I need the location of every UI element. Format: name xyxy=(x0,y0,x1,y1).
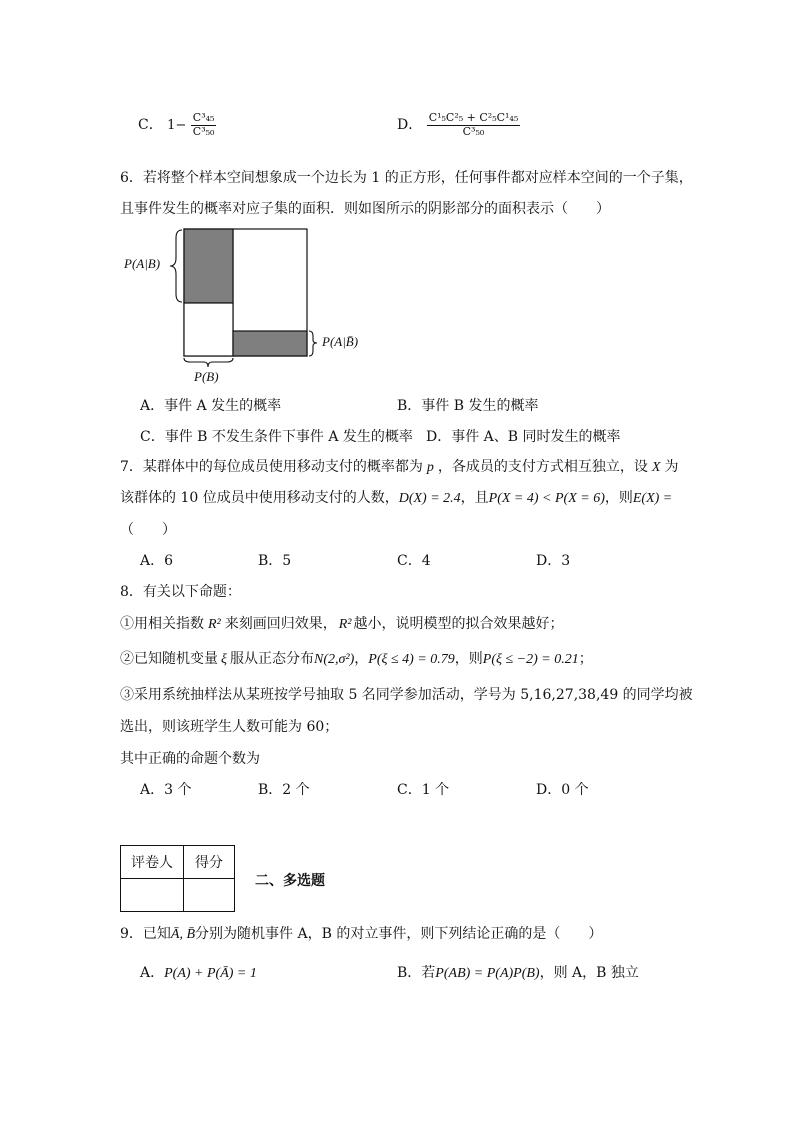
q8-option-b: B．2 个 xyxy=(258,782,310,798)
q7-option-c: C．4 xyxy=(397,553,431,569)
q7-text-1c: 为 xyxy=(664,459,679,475)
q8-prob-2: P(ξ ≤ −2) = 0.21 xyxy=(482,652,579,667)
q7-var-p: p xyxy=(426,460,434,475)
q9-text-b: 分别为随机事件 A，B 的对立事件，则下列结论正确的是（ ） xyxy=(195,926,603,942)
grader-cell xyxy=(121,879,184,912)
q5-option-d-numerator: C¹₅C²₅ + C²₅C¹₄₅ xyxy=(428,111,519,124)
label-p-a-given-not-b: P(A|B̄) xyxy=(322,334,359,349)
q8-xi: ξ xyxy=(221,652,227,667)
q8-r2-second: R² xyxy=(338,617,352,632)
q9-option-b-formula: P(AB) = P(A)P(B) xyxy=(435,966,540,981)
q7-text-1b: ，各成员的支付方式相互独立，设 xyxy=(437,459,648,475)
q6-option-a: A．事件 A 发生的概率 xyxy=(140,398,282,414)
q8-statement-3-line1: ③采用系统抽样法从某班按学号抽取 5 名同学参加活动，学号为 5,16,27,38,49 的同学均被 xyxy=(120,687,693,703)
q8-s2-text-a: ②已知随机变量 xyxy=(120,651,218,667)
q8-s1-text-b: 来刻画回归效果， xyxy=(224,616,337,632)
q8-r2: R² xyxy=(208,617,221,632)
q7-text-2c: ，则 xyxy=(604,490,633,506)
label-p-a-given-b: P(A|B) xyxy=(124,256,161,271)
q7-inequality: P(X = 4) < P(X = 6) xyxy=(488,491,605,506)
q7-option-d: D．3 xyxy=(536,553,571,569)
q5-option-c-denominator: C³₅₀ xyxy=(192,124,215,138)
q9-option-b xyxy=(397,962,639,982)
q7-line1 xyxy=(120,456,678,476)
q7-text-1a: 7．某群体中的每位成员使用移动支付的概率都为 xyxy=(120,459,423,475)
q8-statement-2 xyxy=(120,648,593,668)
q5-option-c-fraction xyxy=(191,112,217,138)
q8-question: 其中正确的命题个数为 xyxy=(120,751,260,767)
score-header: 得分 xyxy=(184,846,235,879)
q7-text-2b: ，且 xyxy=(460,490,489,506)
brace-right xyxy=(309,331,317,356)
q9-text-a: 9．已知 xyxy=(120,926,171,942)
q8-s2-text-e: ； xyxy=(578,651,593,667)
q8-s1-text-c: 越小，说明模型的拟合效果越好； xyxy=(353,616,564,632)
q8-normal-dist: N(2,σ²) xyxy=(314,652,355,667)
q9-option-b-tail: ，则 A，B 独立 xyxy=(539,965,639,981)
q8-line1: 8．有关以下命题： xyxy=(120,584,241,600)
q6-line2: 且事件发生的概率对应子集的面积．则如图所示的阴影部分的面积表示（ ） xyxy=(120,201,610,217)
score-cell xyxy=(184,879,235,912)
q8-option-a: A．3 个 xyxy=(140,782,192,798)
q8-s2-text-b: 服从正态分布 xyxy=(230,651,314,667)
grader-header: 评卷人 xyxy=(121,846,184,879)
shaded-region-a-given-not-b xyxy=(233,331,307,356)
q9-option-a-formula: P(A) + P(Ā) = 1 xyxy=(164,966,257,981)
q6-option-d: D．事件 A、B 同时发生的概率 xyxy=(426,429,621,445)
label-p-b: P(B) xyxy=(194,369,219,384)
q7-option-b: B．5 xyxy=(258,553,292,569)
q9-option-a-label: A． xyxy=(140,965,165,981)
q7-line2 xyxy=(120,487,672,507)
q5-option-c-numerator: C³₄₅ xyxy=(192,111,215,124)
q8-s1-text-a: ①用相关指数 xyxy=(120,616,204,632)
shaded-region-a-given-b xyxy=(184,229,233,303)
brace-bottom xyxy=(184,358,233,367)
q9-complements: Ā, B̄ xyxy=(170,927,196,942)
q8-statement-3-line2: 选出，则该班学生人数可能为 60； xyxy=(120,719,339,735)
q6-option-c: C．事件 B 不发生条件下事件 A 发生的概率 xyxy=(140,429,413,445)
brace-left xyxy=(170,230,182,302)
grader-table xyxy=(120,845,235,912)
q7-var-x: X xyxy=(651,460,661,475)
q7-variance: D(X) = 2.4 xyxy=(398,491,461,506)
q8-s2-text-c: ， xyxy=(354,651,369,667)
q7-text-2a: 该群体的 10 位成员中使用移动支付的人数， xyxy=(120,490,399,506)
q8-s2-text-d: ，则 xyxy=(454,651,483,667)
q9-line1 xyxy=(120,923,602,943)
q5-option-c-label: C． xyxy=(138,117,163,134)
q5-option-d-fraction xyxy=(427,112,521,138)
q8-statement-1 xyxy=(120,613,564,633)
q5-option-d xyxy=(397,112,520,138)
q8-option-d: D．0 个 xyxy=(536,782,589,798)
q6-option-b: B．事件 B 发生的概率 xyxy=(397,398,539,414)
q5-option-d-label: D． xyxy=(397,117,423,134)
q7-expectation: E(X) = xyxy=(632,491,673,506)
q5-option-c-prefix: 1− xyxy=(167,118,187,134)
q7-line3: （ ） xyxy=(120,522,176,538)
q6-diagram xyxy=(118,222,378,387)
q5-option-d-denominator: C³₅₀ xyxy=(462,124,485,138)
q8-option-c: C．1 个 xyxy=(397,782,450,798)
q5-option-c xyxy=(138,112,216,138)
q9-option-b-label: B．若 xyxy=(397,965,436,981)
q8-prob-1: P(ξ ≤ 4) = 0.79 xyxy=(368,652,455,667)
q7-option-a: A．6 xyxy=(140,553,174,569)
q9-option-a xyxy=(140,962,257,982)
q6-line1: 6．若将整个样本空间想象成一个边长为 1 的正方形，任何事件都对应样本空间的一个子集， xyxy=(120,170,693,186)
section-title: 二、多选题 xyxy=(255,873,325,889)
